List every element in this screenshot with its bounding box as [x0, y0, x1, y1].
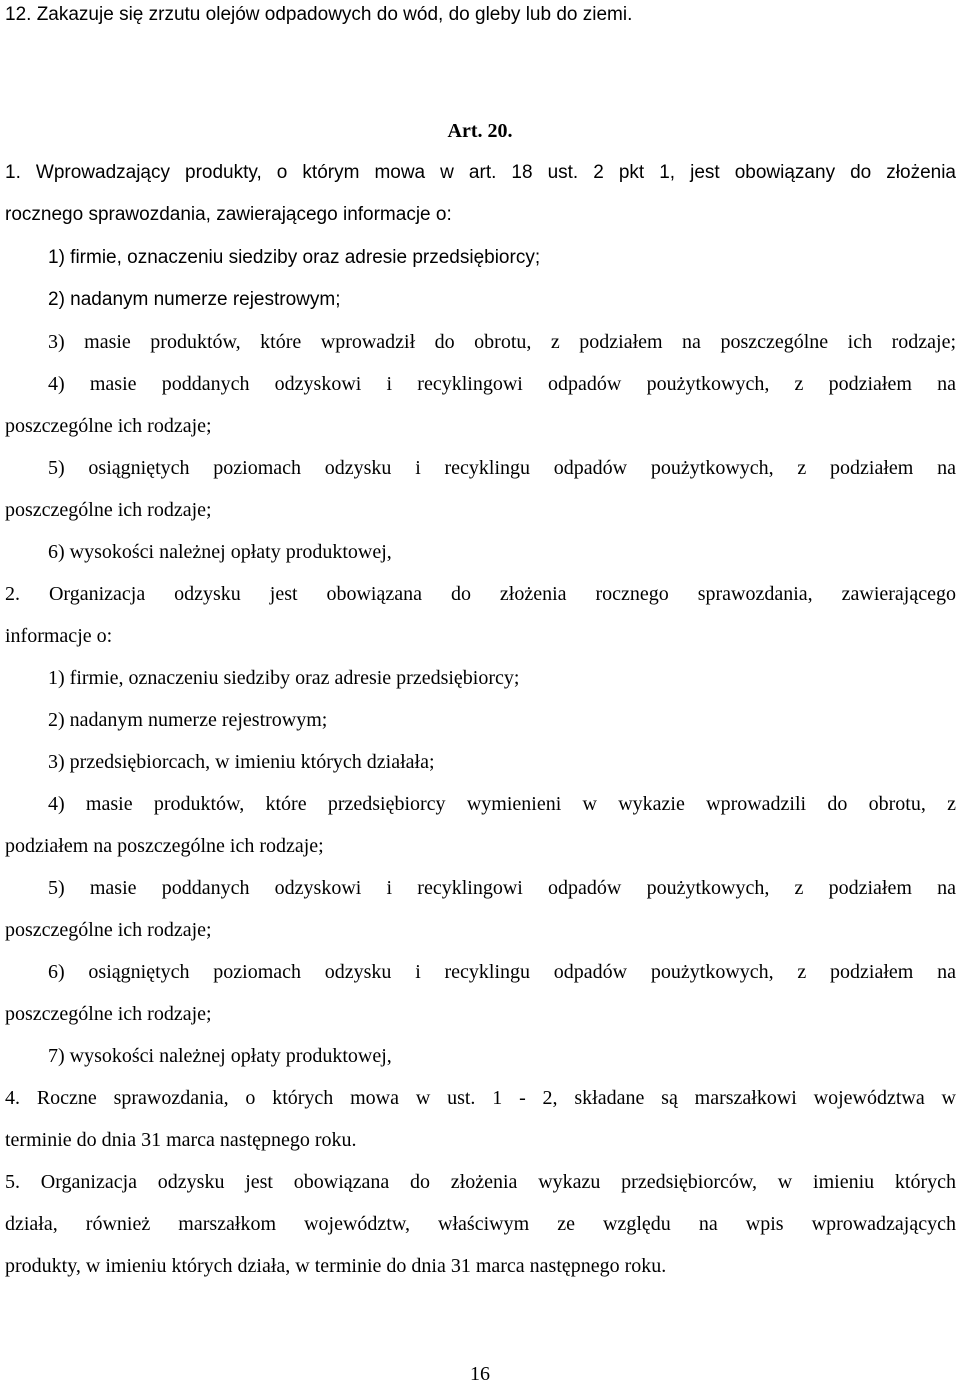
text-line: informacje o: [5, 625, 113, 647]
text-line: poszczególne ich rodzaje; [5, 499, 212, 521]
text-line: 5. Organizacja odzysku jest obowiązana do złożenia wykazu przedsiębiorców, w imieniu których [5, 1171, 956, 1193]
list-item: 1) firmie, oznaczeniu siedziby oraz adresie przedsiębiorcy; [48, 247, 541, 268]
text-line: 1. Wprowadzający produkty, o którym mowa w art. 18 ust. 2 pkt 1, jest obowiązany do złożenia [5, 162, 956, 183]
list-item: 1) firmie, oznaczeniu siedziby oraz adresie przedsiębiorcy; [48, 667, 520, 689]
list-item: 2) nadanym numerze rejestrowym; [48, 709, 328, 731]
text-line: terminie do dnia 31 marca następnego roku. [5, 1129, 357, 1151]
text-line: produkty, w imieniu których działa, w terminie do dnia 31 marca następnego roku. [5, 1255, 667, 1277]
list-item: 3) masie produktów, które wprowadził do obrotu, z podziałem na poszczególne ich rodzaje; [48, 331, 956, 353]
list-item: 7) wysokości należnej opłaty produktowej, [48, 1045, 392, 1067]
page-number: 16 [470, 1363, 490, 1385]
text-line: działa, również marszałkom województw, właściwym ze względu na wpis wprowadzających [5, 1213, 956, 1235]
text-line: 12. Zakazuje się zrzutu olejów odpadowych do wód, do gleby lub do ziemi. [5, 4, 633, 25]
list-item: 4) masie produktów, które przedsiębiorcy wymienieni w wykazie wprowadzili do obrotu, z [48, 793, 956, 815]
list-item: 6) osiągniętych poziomach odzysku i recyklingu odpadów poużytkowych, z podziałem na [48, 961, 956, 983]
text-line: rocznego sprawozdania, zawierającego informacje o: [5, 204, 452, 225]
text-line: poszczególne ich rodzaje; [5, 415, 212, 437]
text-line: poszczególne ich rodzaje; [5, 1003, 212, 1025]
list-item: 2) nadanym numerze rejestrowym; [48, 289, 341, 310]
list-item: 5) osiągniętych poziomach odzysku i recyklingu odpadów poużytkowych, z podziałem na [48, 457, 956, 479]
article-heading: Art. 20. [447, 120, 513, 142]
text-line: podziałem na poszczególne ich rodzaje; [5, 835, 324, 857]
list-item: 6) wysokości należnej opłaty produktowej, [48, 541, 392, 563]
text-line: 4. Roczne sprawozdania, o których mowa w ust. 1 - 2, składane są marszałkowi województwa w [5, 1087, 956, 1109]
text-line: 2. Organizacja odzysku jest obowiązana do złożenia rocznego sprawozdania, zawierającego [5, 583, 956, 605]
list-item: 5) masie poddanych odzyskowi i recyklingowi odpadów poużytkowych, z podziałem na [48, 877, 956, 899]
list-item: 4) masie poddanych odzyskowi i recyklingowi odpadów poużytkowych, z podziałem na [48, 373, 956, 395]
list-item: 3) przedsiębiorcach, w imieniu których działała; [48, 751, 435, 773]
text-line: poszczególne ich rodzaje; [5, 919, 212, 941]
